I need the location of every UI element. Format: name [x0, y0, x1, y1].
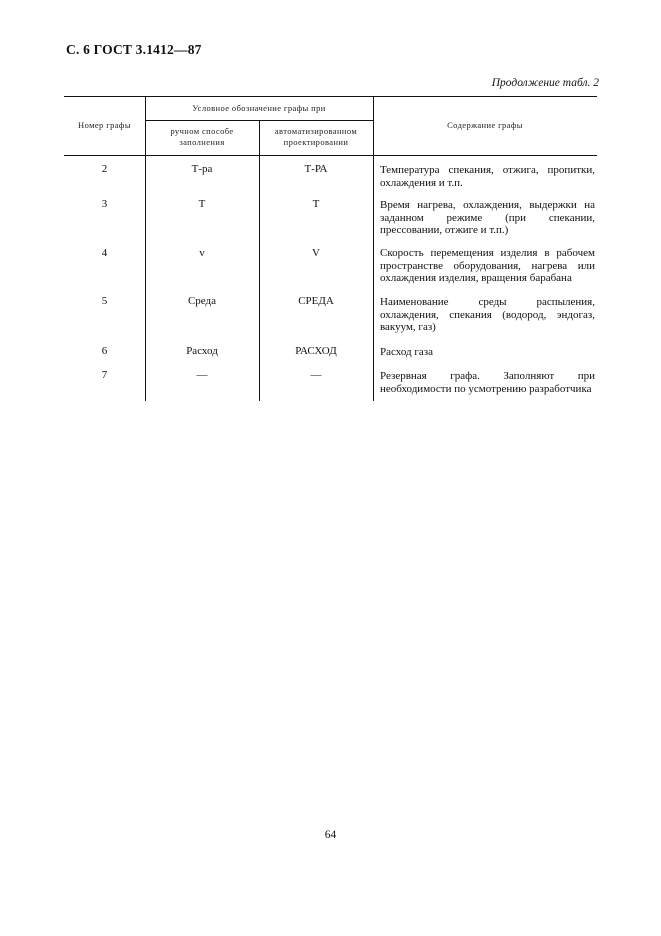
row-content: Резервная графа. Заполняют при необходимости по усмотрению разработчика: [380, 370, 595, 395]
row-content: Время нагрева, охлаждения, выдержки на заданном режиме (при спекании, прессовании, отжиге и т.п.): [380, 199, 595, 237]
row-manual: Т-ра: [191, 163, 213, 175]
column-divider: [373, 96, 374, 401]
row-number: 5: [101, 295, 108, 307]
header-bottom-rule: [64, 155, 597, 156]
row-auto: Т: [312, 198, 320, 210]
header-number: Номер графы: [78, 120, 131, 130]
row-manual: Расход: [186, 345, 218, 357]
row-number: 3: [101, 198, 108, 210]
row-auto: V: [312, 247, 320, 259]
row-content: Температура спекания, отжига, пропитки, охлаждения и т.п.: [380, 164, 595, 189]
row-manual: —: [196, 369, 208, 381]
row-number: 7: [101, 369, 108, 381]
row-manual: Среда: [187, 295, 217, 307]
header-manual: ручном способе заполнения: [170, 126, 234, 147]
row-content: Скорость перемещения изделия в рабочем пространстве оборудования, нагрева или охлаждения изделия, вращения барабана: [380, 247, 595, 285]
row-number: 4: [101, 247, 108, 259]
table-continuation-label: Продолжение табл. 2: [491, 77, 599, 89]
table-top-rule: [64, 96, 597, 97]
row-manual: Т: [198, 198, 206, 210]
header-automated: автоматизированном проектировании: [274, 126, 358, 147]
header-designation-group: Условное обозначение графы при: [192, 103, 326, 113]
row-auto: СРЕДА: [298, 295, 334, 307]
row-manual: v: [199, 247, 205, 259]
page-header: С. 6 ГОСТ 3.1412—87: [66, 42, 202, 57]
row-content: Наименование среды распыления, охлаждения, спекания (водород, эндогаз, вакуум, газ): [380, 296, 595, 334]
header-content: Содержание графы: [447, 120, 523, 130]
row-auto: Т-РА: [304, 163, 328, 175]
row-content: Расход газа: [380, 346, 433, 358]
page-number: 64: [324, 829, 337, 841]
row-auto: РАСХОД: [295, 345, 337, 357]
row-number: 6: [101, 345, 108, 357]
row-number: 2: [101, 163, 108, 175]
row-auto: —: [310, 369, 322, 381]
